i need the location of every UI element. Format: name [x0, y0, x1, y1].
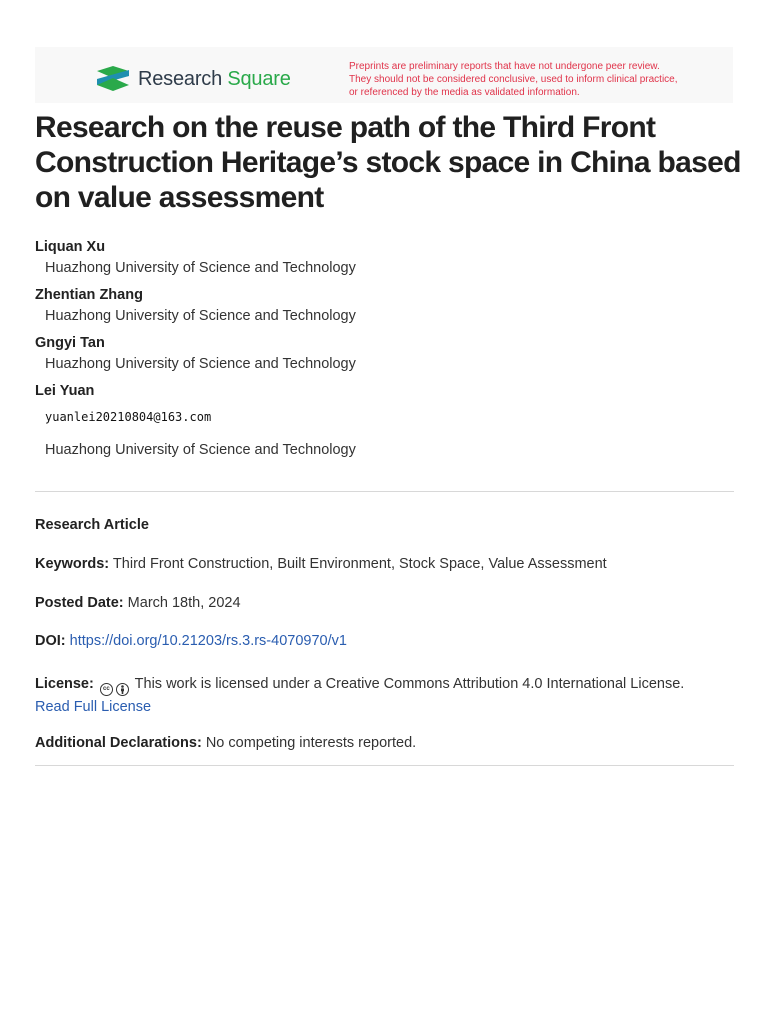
- paper-title: Research on the reuse path of the Third Front Construction Heritage’s stock space in China based on value assessment: [35, 111, 741, 214]
- posted-date-row: [35, 595, 735, 611]
- article-type: [35, 517, 735, 533]
- author-list: [35, 237, 735, 461]
- logo-word-research: Research: [138, 67, 222, 90]
- read-full-license-link[interactable]: Read Full License: [35, 698, 152, 715]
- author-name: Zhentian Zhang: [35, 287, 143, 303]
- author-email[interactable]: yuanlei20210804@163.com: [45, 410, 212, 424]
- disclaimer-line: Preprints are preliminary reports that have not undergone peer review.: [349, 61, 660, 72]
- declarations-row: [35, 735, 735, 751]
- author-affiliation: Huazhong University of Science and Technology: [45, 356, 356, 372]
- by-icon: [116, 683, 129, 696]
- author-affiliation: Huazhong University of Science and Technology: [45, 260, 356, 276]
- posted-date-value: March 18th, 2024: [127, 595, 241, 611]
- research-square-logo[interactable]: [95, 65, 291, 93]
- license-icons: [100, 683, 129, 696]
- disclaimer-line: or referenced by the media as validated information.: [349, 87, 580, 98]
- divider: [35, 765, 734, 766]
- doi-label: DOI:: [35, 633, 66, 649]
- keywords-label: Keywords:: [35, 556, 110, 572]
- author-name: Gngyi Tan: [35, 335, 105, 351]
- declarations-label: Additional Declarations:: [35, 735, 202, 751]
- logo-wordmark: [138, 68, 291, 91]
- disclaimer-line: They should not be considered conclusive, used to inform clinical practice,: [349, 74, 678, 85]
- license-text: This work is licensed under a Creative Commons Attribution 4.0 International License.: [134, 676, 685, 692]
- keywords-value: Third Front Construction, Built Environment, Stock Space, Value Assessment: [112, 556, 607, 572]
- posted-date-label: Posted Date:: [35, 595, 124, 611]
- author-affiliation: Huazhong University of Science and Technology: [45, 308, 356, 324]
- declarations-value: No competing interests reported.: [205, 735, 417, 751]
- license-row: [35, 673, 735, 718]
- preprint-disclaimer: [349, 60, 678, 99]
- doi-link[interactable]: https://doi.org/10.21203/rs.3.rs-4070970/v1: [69, 633, 347, 649]
- author-name: Lei Yuan: [35, 383, 95, 399]
- keywords-row: [35, 556, 735, 572]
- license-label: License:: [35, 676, 94, 692]
- preprint-banner: [35, 47, 733, 103]
- article-type-label: Research Article: [35, 517, 149, 533]
- research-square-logo-icon: [95, 65, 131, 93]
- doi-row: [35, 633, 735, 649]
- logo-word-square: Square: [227, 67, 291, 90]
- author-name: Liquan Xu: [35, 239, 106, 255]
- divider: [35, 491, 734, 492]
- author-affiliation: Huazhong University of Science and Technology: [45, 442, 356, 458]
- cc-icon: cc: [100, 683, 113, 696]
